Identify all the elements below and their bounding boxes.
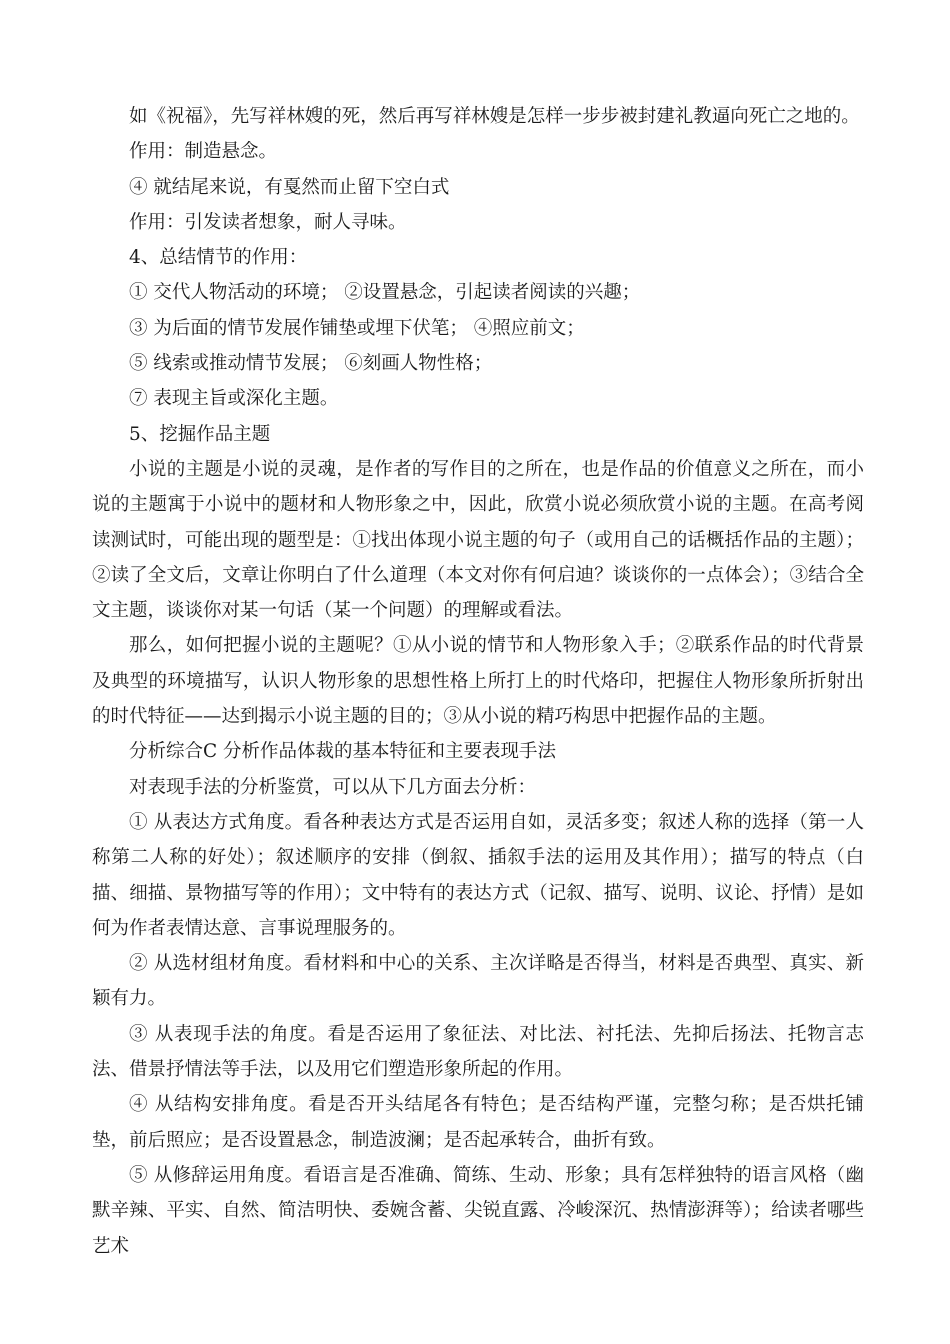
paragraph: ④ 就结尾来说，有戛然而止留下空白式	[129, 176, 450, 198]
list-item: ⑤ 从修辞运用角度。看语言是否准确、简练、生动、形象；具有怎样独特的语言风格（幽默辛辣、平实、自然、简洁明快、委婉含蓄、尖锐直露、冷峻深沉、热情澎湃等）；给读者哪些艺术	[92, 1164, 864, 1257]
list-item: ⑤ 线索或推动情节发展； ⑥刻画人物性格；	[129, 353, 493, 375]
list-item: ⑦ 表现主旨或深化主题。	[129, 388, 339, 410]
paragraph: 作用：引发读者想象，耐人寻味。	[129, 211, 407, 233]
paragraph: 那么，如何把握小说的主题呢？①从小说的情节和人物形象入手；②联系作品的时代背景及典型的环境描写，认识人物形象的思想性格上所打上的时代烙印，把握住人物形象所折射出的时代特征——达到揭示小说主题的目的；③从小说的精巧构思中把握作品的主题。	[92, 635, 864, 728]
list-item: ① 从表达方式角度。看各种表达方式是否运用自如，灵活多变；叙述人称的选择（第一人称第二人称的好处）；叙述顺序的安排（倒叙、插叙手法的运用及其作用）；描写的特点（白描、细描、景物描写等的作用）；文中特有的表达方式（记叙、描写、说明、议论、抒情）是如何为作者表情达意、言事说理服务的。	[92, 811, 864, 939]
list-item: ④ 从结构安排角度。看是否开头结尾各有特色；是否结构严谨，完整匀称；是否烘托铺垫，前后照应；是否设置悬念，制造波澜；是否起承转合，曲折有致。	[92, 1094, 864, 1151]
section-heading: 5、挖掘作品主题	[129, 423, 271, 445]
section-heading: 4、总结情节的作用：	[129, 247, 308, 269]
section-heading: 分析综合C 分析作品体裁的基本特征和主要表现手法	[129, 741, 557, 763]
list-item: ① 交代人物活动的环境； ②设置悬念，引起读者阅读的兴趣；	[129, 282, 641, 304]
list-item: ③ 为后面的情节发展作铺垫或埋下伏笔； ④照应前文；	[129, 317, 585, 339]
paragraph: 对表现手法的分析鉴赏，可以从下几方面去分析：	[129, 776, 537, 798]
paragraph: 作用：制造悬念。	[129, 141, 278, 163]
paragraph: 小说的主题是小说的灵魂，是作者的写作目的之所在，也是作品的价值意义之所在，而小说的主题寓于小说中的题材和人物形象之中，因此，欣赏小说必须欣赏小说的主题。在高考阅读测试时，可能出现的题型是：①找出体现小说主题的句子（或用自己的话概括作品的主题）；②读了全文后，文章让你明白了什么道理（本文对你有何启迪？谈谈你的一点体会）；③结合全文主题，谈谈你对某一句话（某一个问题）的理解或看法。	[92, 458, 864, 622]
list-item: ② 从选材组材角度。看材料和中心的关系、主次详略是否得当，材料是否典型、真实、新颖有力。	[92, 953, 864, 1010]
list-item: ③ 从表现手法的角度。看是否运用了象征法、对比法、衬托法、先抑后扬法、托物言志法、借景抒情法等手法，以及用它们塑造形象所起的作用。	[92, 1023, 864, 1081]
paragraph: 如《祝福》，先写祥林嫂的死，然后再写祥林嫂是怎样一步步被封建礼教逼向死亡之地的。	[129, 106, 860, 127]
document-body	[92, 99, 864, 1264]
